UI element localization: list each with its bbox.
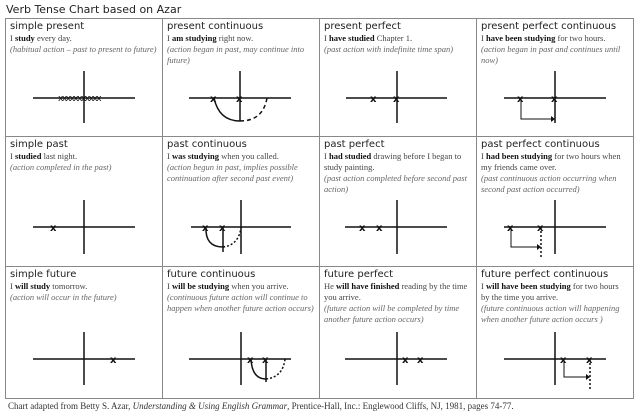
cell-future-perfect-continuous	[477, 267, 634, 399]
book-title: Understanding & Using English Grammar	[132, 401, 288, 411]
cell-text	[324, 21, 472, 55]
example-prefix: I	[10, 33, 15, 43]
cell-text	[167, 269, 315, 314]
verb-form: will have been studying	[485, 281, 571, 291]
tense-name: present continuous	[167, 21, 264, 32]
verb-form: was studying	[171, 151, 219, 161]
example-sentence	[324, 281, 472, 303]
verb-form: study	[14, 33, 35, 43]
event-x-mark: x	[376, 223, 383, 234]
usage-note: (future action will be completed by time another future action occurs)	[324, 303, 460, 324]
verb-form: have been studying	[485, 33, 556, 43]
example-sentence	[481, 151, 629, 173]
cell-past-perfect-continuous	[477, 137, 634, 267]
event-x-mark: x	[219, 223, 226, 234]
cell-text	[10, 21, 158, 55]
cell-text	[324, 139, 472, 195]
citation-suffix: , Prentice-Hall, Inc.: Englewood Cliffs, NJ, 1981, pages 74-77.	[287, 401, 514, 411]
cell-past-continuous	[163, 137, 320, 267]
example-suffix: Chapter 1.	[374, 33, 413, 43]
example-sentence	[10, 281, 158, 292]
usage-note: (action began in past and continues until now)	[481, 44, 621, 65]
example-prefix: I	[481, 281, 486, 291]
example-sentence	[167, 33, 315, 44]
cell-present-continuous	[163, 19, 320, 137]
cell-text	[324, 269, 472, 325]
cell-present-perfect-continuous	[477, 19, 634, 137]
usage-note: (past action completed before second past action)	[324, 173, 467, 194]
tense-name: simple future	[10, 269, 77, 280]
example-prefix: I	[324, 151, 329, 161]
example-sentence	[167, 151, 315, 162]
event-x-mark: x	[402, 355, 409, 366]
example-prefix: I	[167, 151, 172, 161]
example-suffix: for two hours when my friends came over.	[481, 151, 621, 172]
verb-form: will be studying	[171, 281, 230, 291]
usage-note: (action begun in past, implies possible continuation after second past event)	[167, 162, 298, 183]
event-x-mark: x	[210, 94, 217, 105]
event-x-mark: x	[359, 223, 366, 234]
tense-name: present perfect continuous	[481, 21, 617, 32]
event-x-mark: x	[586, 355, 593, 366]
event-x-mark: x	[370, 94, 377, 105]
tense-name: past continuous	[167, 139, 247, 150]
event-x-mark: x	[393, 94, 400, 105]
event-x-mark: x	[417, 355, 424, 366]
usage-note: (action completed in the past)	[10, 162, 112, 172]
tense-name: future continuous	[167, 269, 256, 280]
example-sentence	[324, 33, 472, 44]
example-suffix: for two hours by the time you arrive.	[481, 281, 619, 302]
event-x-mark: x	[517, 94, 524, 105]
cell-text	[481, 21, 629, 66]
tense-name: past perfect continuous	[481, 139, 600, 150]
cell-text	[481, 139, 629, 195]
example-prefix: I	[481, 151, 486, 161]
example-prefix: I	[167, 33, 172, 43]
example-suffix: when you called.	[218, 151, 279, 161]
example-suffix: tomorrow.	[50, 281, 88, 291]
usage-note: (continuous future action will continue to happen when another future action occurs)	[167, 292, 314, 313]
citation-prefix: Chart adapted from Betty S. Azar,	[8, 401, 133, 411]
verb-form: am studying	[171, 33, 217, 43]
cell-simple-future	[6, 267, 163, 399]
event-x-mark: x	[110, 355, 117, 366]
example-suffix: right now.	[216, 33, 254, 43]
cell-text	[167, 21, 315, 66]
event-x-mark: x	[560, 355, 567, 366]
event-x-mark: x	[551, 94, 558, 105]
example-prefix: I	[324, 33, 329, 43]
svg-text:xxxxxxxxxxx: xxxxxxxxxxx	[58, 94, 101, 104]
event-x-mark: x	[202, 223, 209, 234]
example-prefix: He	[324, 281, 337, 291]
event-x-mark: x	[537, 223, 544, 234]
usage-note: (past continuous action occurring when second past action occurred)	[481, 173, 617, 194]
example-prefix: I	[481, 33, 486, 43]
example-sentence	[10, 151, 158, 162]
example-suffix: reading by the time you arrive.	[324, 281, 468, 302]
example-suffix: every day.	[34, 33, 72, 43]
verb-tense-table	[5, 18, 634, 399]
verb-form: will have finished	[336, 281, 400, 291]
usage-note: (habitual action – past to present to future)	[10, 44, 157, 54]
example-sentence	[10, 33, 158, 44]
event-x-mark: x	[236, 94, 243, 105]
tense-name: future perfect	[324, 269, 394, 280]
tense-name: past perfect	[324, 139, 385, 150]
cell-present-perfect	[320, 19, 477, 137]
example-prefix: I	[10, 151, 15, 161]
usage-note: (future continuous action will happening when another future action occurs )	[481, 303, 620, 324]
page-title: Verb Tense Chart based on Azar	[6, 3, 182, 16]
source-citation	[8, 401, 514, 411]
cell-text	[481, 269, 629, 325]
cell-text	[10, 269, 158, 303]
example-suffix: drawing before I began to study painting.	[324, 151, 462, 172]
example-sentence	[481, 33, 629, 44]
verb-form: will study	[14, 281, 51, 291]
tense-name: present perfect	[324, 21, 401, 32]
verb-form: have studied	[328, 33, 375, 43]
cell-past-perfect	[320, 137, 477, 267]
example-suffix: last night.	[41, 151, 78, 161]
cell-text	[10, 139, 158, 173]
example-suffix: for two hours.	[555, 33, 606, 43]
verb-form: studied	[14, 151, 42, 161]
event-x-mark: x	[262, 355, 269, 366]
verb-form: had studied	[328, 151, 372, 161]
cell-simple-present	[6, 19, 163, 137]
example-suffix: when you arrive.	[229, 281, 289, 291]
cell-future-continuous	[163, 267, 320, 399]
tense-name: simple past	[10, 139, 68, 150]
example-sentence	[481, 281, 629, 303]
usage-note: (action began in past, may continue into future)	[167, 44, 305, 65]
example-prefix: I	[167, 281, 172, 291]
cell-simple-past	[6, 137, 163, 267]
verb-form: had been studying	[485, 151, 553, 161]
event-x-mark: x	[507, 223, 514, 234]
tense-name: future perfect continuous	[481, 269, 609, 280]
cell-text	[167, 139, 315, 184]
example-sentence	[324, 151, 472, 173]
event-x-mark: x	[247, 355, 254, 366]
cell-future-perfect	[320, 267, 477, 399]
example-sentence	[167, 281, 315, 292]
tense-name: simple present	[10, 21, 85, 32]
event-x-mark: x	[50, 223, 57, 234]
usage-note: (past action with indefinite time span)	[324, 44, 454, 54]
usage-note: (action will occur in the future)	[10, 292, 117, 302]
example-prefix: I	[10, 281, 15, 291]
